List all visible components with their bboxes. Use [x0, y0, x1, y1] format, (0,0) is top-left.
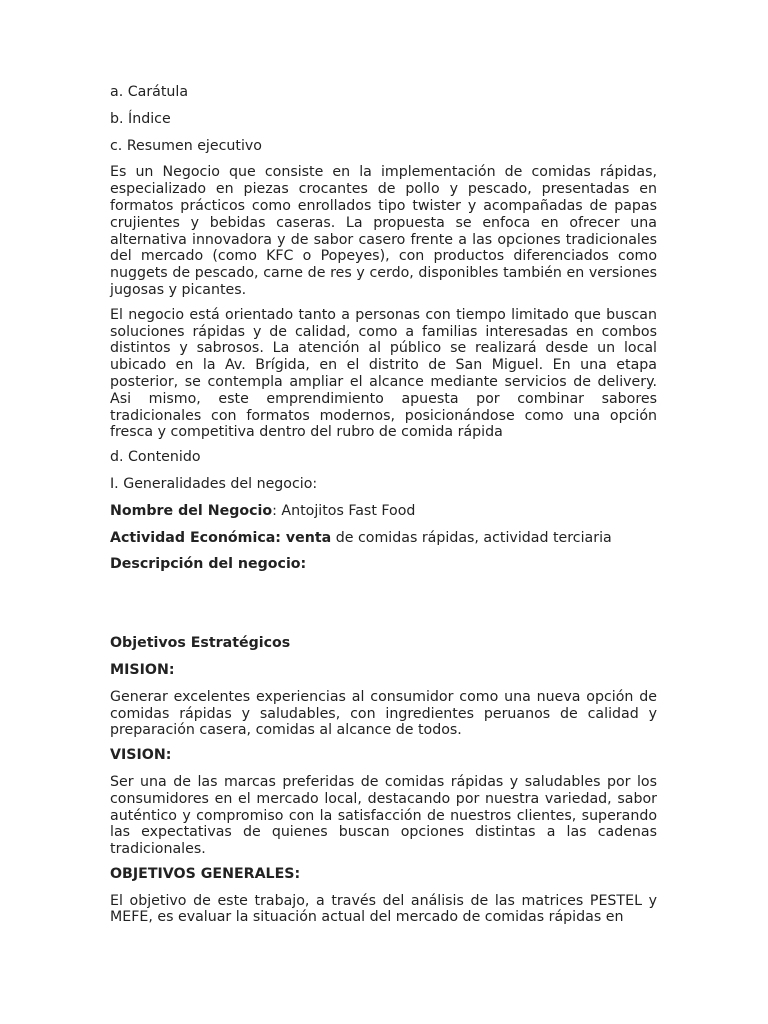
- descripcion-negocio-label: Descripción del negocio:: [110, 556, 307, 573]
- toc-item-contenido: d. Contenido: [110, 449, 201, 466]
- actividad-economica-value: de comidas rápidas, actividad terciaria: [331, 529, 612, 546]
- toc-item-indice: b. Índice: [110, 110, 171, 127]
- nombre-negocio-label: Nombre del Negocio: [110, 502, 273, 519]
- objetivos-generales-heading: OBJETIVOS GENERALES:: [110, 865, 301, 882]
- blank-space: [110, 583, 657, 635]
- objetivos-estrategicos-heading: Objetivos Estratégicos: [110, 635, 291, 652]
- objetivos-generales-text: El objetivo de este trabajo, a través del análisis de las matrices PESTEL y MEFE, es evaluar la situación actual del mercado de comidas rápidas en: [110, 892, 657, 926]
- resumen-paragraph-2: El negocio está orientado tanto a personas con tiempo limitado que buscan soluciones rápidas y de calidad, como a familias interesadas en combos distintos y sabrosos. La atención al público se realizará desde un local ubicado en la Av. Brígida, en el distrito de San Miguel. En una etapa posterior, se contempla ampliar el alcance mediante servicios de delivery. Asi mismo, este emprendimiento apuesta por combinar sabores tradicionales con formatos modernos, posicionándose como una opción fresca y competitiva dentro del rubro de comida rápida: [110, 306, 657, 441]
- document-body: [110, 84, 657, 934]
- section-generalidades: I. Generalidades del negocio:: [110, 475, 318, 492]
- vision-text: Ser una de las marcas preferidas de comidas rápidas y saludables por los consumidores en el mercado local, destacando por nuestra variedad, sabor auténtico y compromiso con la satisfacción de nuestros clientes, superando las expectativas de quienes buscan opciones distintas a las cadenas tradicionales.: [110, 773, 657, 858]
- toc-item-caratula: a. Carátula: [110, 84, 189, 100]
- vision-heading: VISION:: [110, 747, 172, 764]
- mision-heading: MISION:: [110, 661, 175, 678]
- resumen-paragraph-1: Es un Negocio que consiste en la implementación de comidas rápidas, especializado en piezas crocantes de pollo y pescado, presentadas en formatos prácticos como enrollados tipo twister y acompañadas de papas crujientes y bebidas caseras. La propuesta se enfoca en ofrecer una alternativa innovadora y de sabor casero frente a las opciones tradicionales del mercado (como KFC o Popeyes), con productos diferenciados como nuggets de pescado, carne de res y cerdo, disponibles también en versiones jugosas y picantes.: [110, 164, 657, 298]
- nombre-negocio-value: : Antojitos Fast Food: [272, 502, 416, 519]
- actividad-economica-label: Actividad Económica: venta: [110, 529, 332, 546]
- mision-text: Generar excelentes experiencias al consumidor como una nueva opción de comidas rápidas y saludables, con ingredientes peruanos de calidad y preparación casera, comidas al alcance de todos.: [110, 688, 657, 739]
- nombre-negocio-line: [110, 503, 657, 520]
- actividad-economica-line: [110, 530, 657, 547]
- toc-item-resumen: c. Resumen ejecutivo: [110, 137, 262, 154]
